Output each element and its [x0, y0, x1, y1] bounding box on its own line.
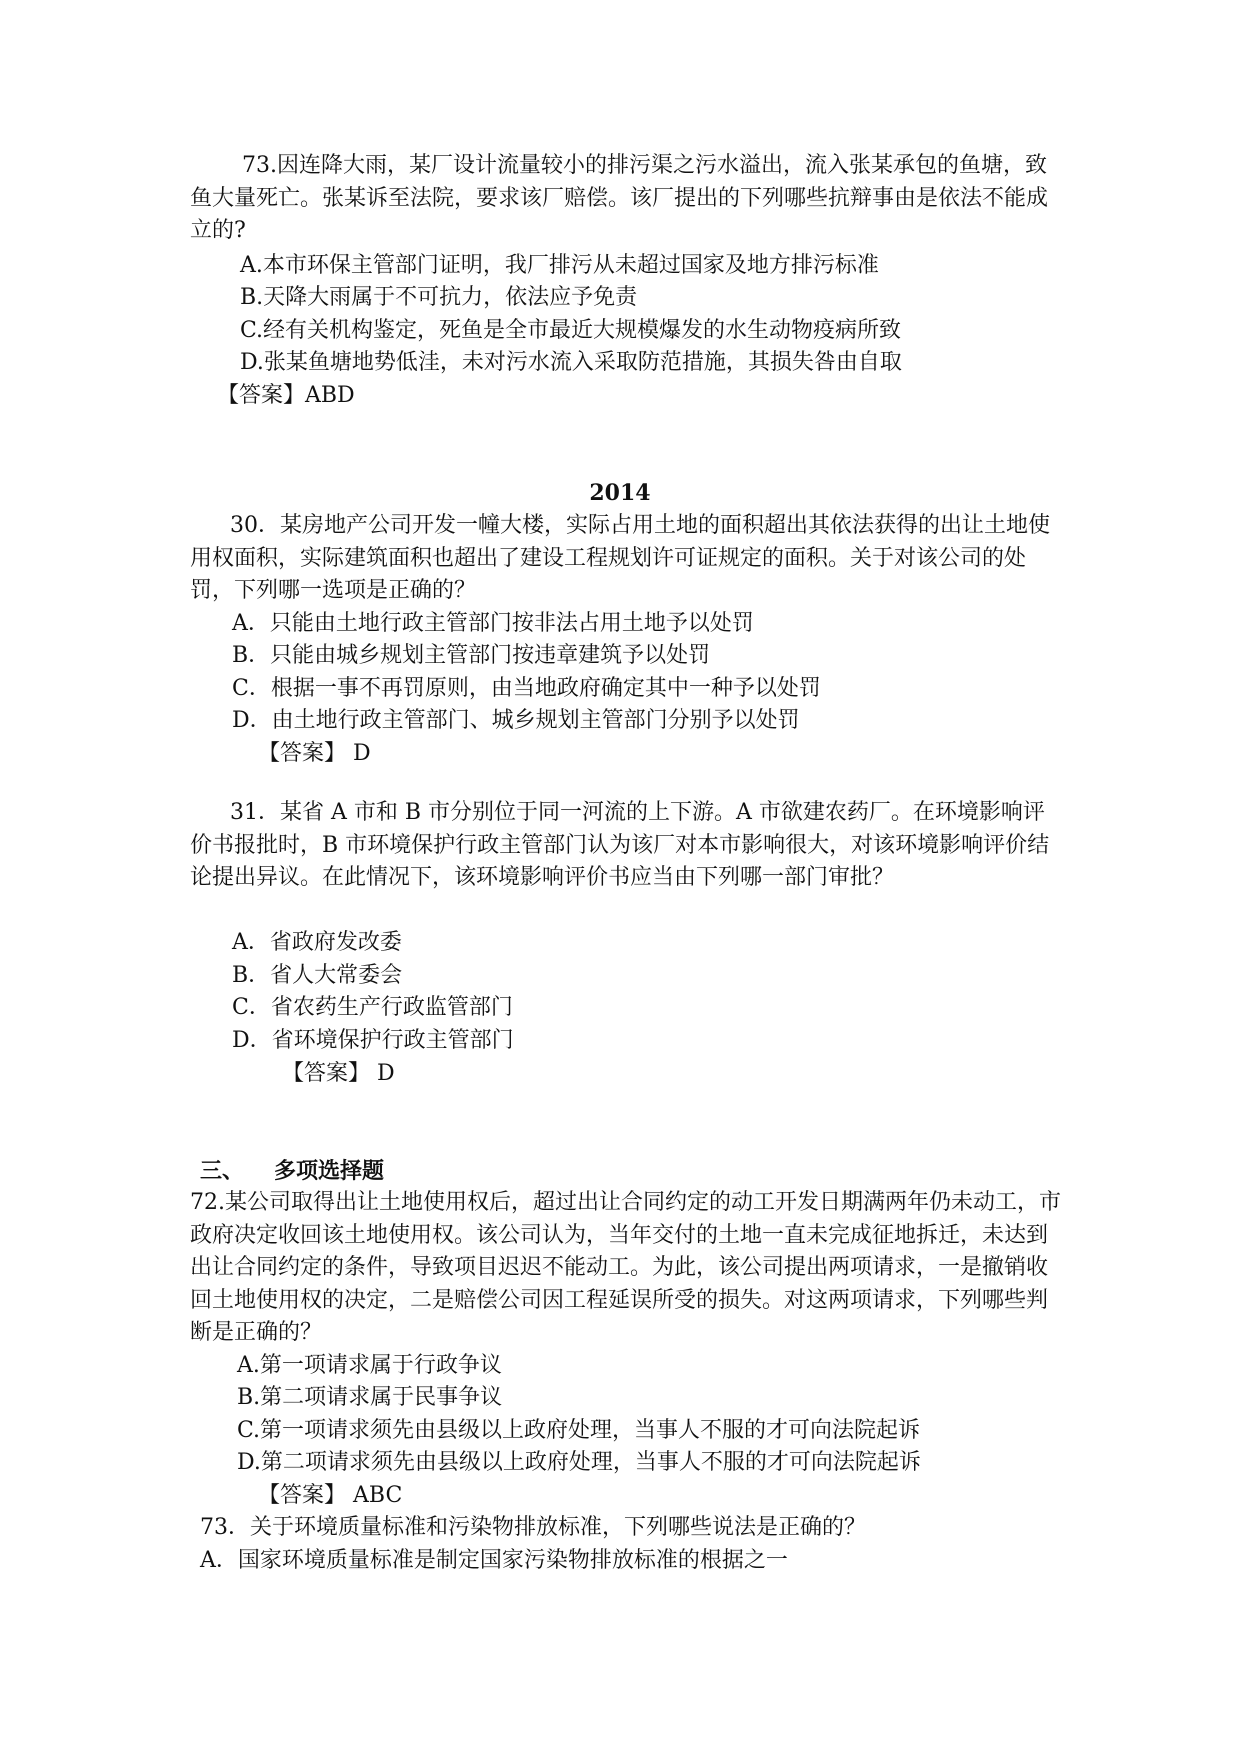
question-72-option-a: A.第一项请求属于行政争议: [237, 1353, 502, 1378]
question-72-option-d: D.第二项请求须先由县级以上政府处理，当事人不服的才可向法院起诉: [237, 1450, 921, 1475]
question-30-option-a: A．只能由土地行政主管部门按非法占用土地予以处罚: [232, 611, 754, 636]
section-heading-number: 三、: [200, 1158, 245, 1184]
question-73b-stem: 73．关于环境质量标准和污染物排放标准，下列哪些说法是正确的？: [200, 1515, 866, 1540]
question-73-option-d: D.张某鱼塘地势低洼，未对污水流入采取防范措施，其损失咎由自取: [240, 350, 902, 375]
question-30-answer: 【答案】 D: [258, 741, 371, 766]
question-73-answer: 【答案】ABD: [217, 383, 355, 408]
question-31-answer: 【答案】 D: [282, 1061, 395, 1086]
question-31-option-b: B．省人大常委会: [232, 963, 403, 988]
question-73b-option-a: A．国家环境质量标准是制定国家污染物排放标准的根据之一: [200, 1548, 788, 1573]
question-30-option-d: D．由土地行政主管部门、城乡规划主管部门分别予以处罚: [232, 708, 800, 733]
question-30-option-c: C．根据一事不再罚原则，由当地政府确定其中一种予以处罚: [232, 676, 821, 701]
question-30-stem: 30．某房地产公司开发一幢大楼，实际占用土地的面积超出其依法获得的出让土地使用权面积，实际建筑面积也超出了建设工程规划许可证规定的面积。关于对该公司的处罚，下列哪一选项是正确的？: [190, 513, 1050, 603]
question-73-option-c: C.经有关机构鉴定，死鱼是全市最近大规模爆发的水生动物疫病所致: [240, 318, 902, 343]
question-72-stem: 72.某公司取得出让土地使用权后，超过出让合同约定的动工开发日期满两年仍未动工，市政府决定收回该土地使用权。该公司认为，当年交付的土地一直未完成征地拆迁，未达到出让合同约定的条件，导致项目迟迟不能动工。为此，该公司提出两项请求，一是撤销收回土地使用权的决定，二是赔偿公司因工程延误所受的损失。对这两项请求，下列哪些判断是正确的？: [190, 1190, 1061, 1345]
question-31-option-c: C．省农药生产行政监管部门: [232, 995, 513, 1020]
question-73-option-a: A.本市环保主管部门证明，我厂排污从未超过国家及地方排污标准: [240, 253, 879, 278]
question-73-option-b: B.天降大雨属于不可抗力，依法应予免责: [240, 285, 638, 310]
question-31-option-d: D．省环境保护行政主管部门: [232, 1028, 514, 1053]
question-31-option-a: A．省政府发改委: [232, 930, 402, 955]
year-heading: 2014: [589, 480, 651, 506]
question-73-stem: 73.因连降大雨，某厂设计流量较小的排污渠之污水溢出，流入张某承包的鱼塘，致鱼大量死亡。张某诉至法院，要求该厂赔偿。该厂提出的下列哪些抗辩事由是依法不能成立的?: [190, 153, 1049, 243]
question-30-option-b: B．只能由城乡规划主管部门按违章建筑予以处罚: [232, 643, 711, 668]
section-heading-title: 多项选择题: [274, 1158, 385, 1184]
question-72-option-b: B.第二项请求属于民事争议: [237, 1385, 503, 1410]
question-31-stem: 31．某省 A 市和 B 市分别位于同一河流的上下游。A 市欲建农药厂。在环境影响评价书报批时，B 市环境保护行政主管部门认为该厂对本市影响很大，对该环境影响评价结论提出异议。在此情况下，该环境影响评价书应当由下列哪一部门审批？: [190, 800, 1050, 890]
question-72-answer: 【答案】 ABC: [258, 1483, 403, 1508]
question-72-option-c: C.第一项请求须先由县级以上政府处理，当事人不服的才可向法院起诉: [237, 1418, 921, 1443]
